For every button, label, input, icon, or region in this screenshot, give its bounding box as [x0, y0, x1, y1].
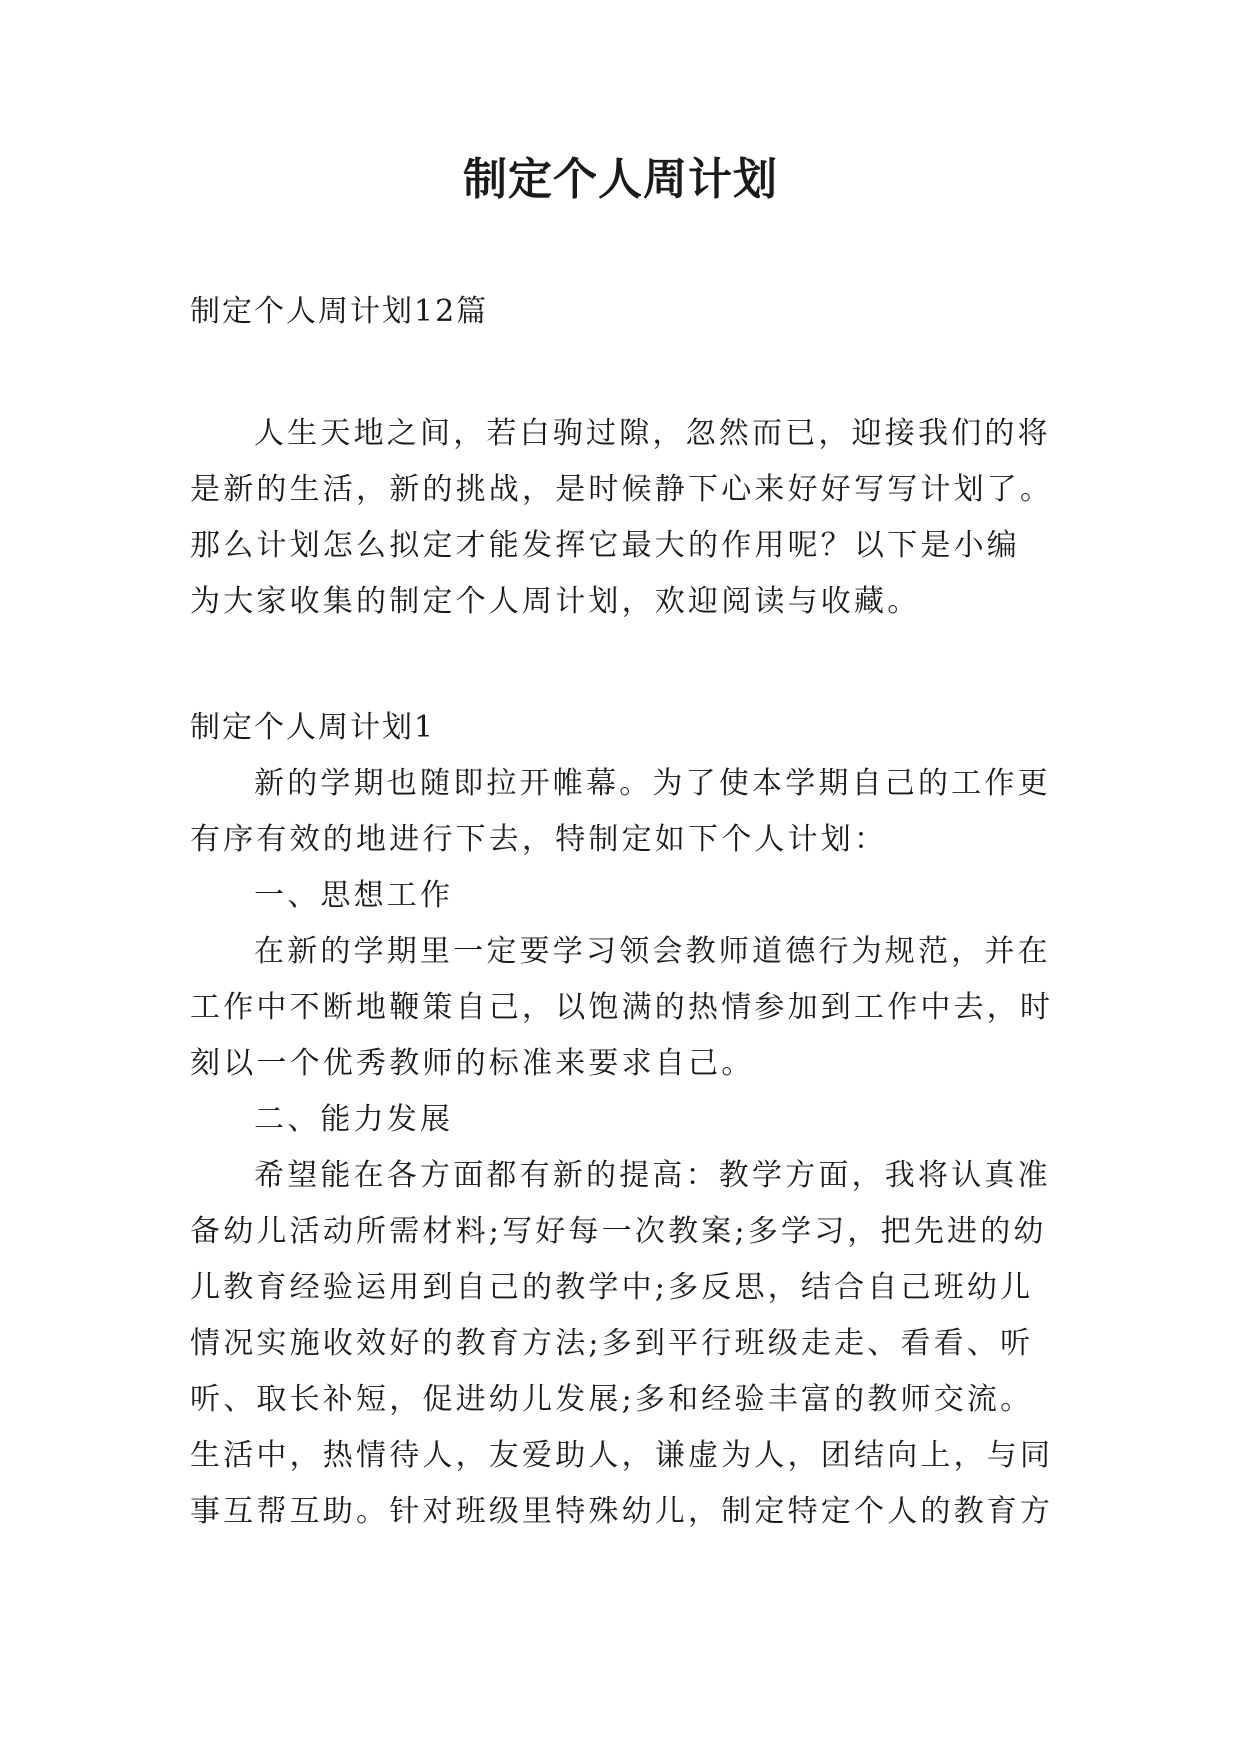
sub-heading: 一、思想工作: [254, 878, 454, 913]
body-line: 备幼儿活动所需材料;写好每一次教案;多学习，把先进的幼: [190, 1214, 1047, 1249]
intro-line: 为大家收集的制定个人周计划，欢迎阅读与收藏。: [190, 584, 921, 619]
body-line: 新的学期也随即拉开帷幕。为了使本学期自己的工作更: [254, 766, 1051, 801]
body-line: 儿教育经验运用到自己的教学中;多反思，结合自己班幼儿: [190, 1270, 1034, 1305]
intro-line: 是新的生活，新的挑战，是时候静下心来好好写写计划了。: [190, 472, 1054, 507]
body-line: 事互帮互助。针对班级里特殊幼儿，制定特定个人的教育方: [190, 1494, 1054, 1529]
sub-heading: 二、能力发展: [254, 1102, 454, 1137]
intro-paragraph: [190, 406, 1070, 630]
body-line: 听、取长补短，促进幼儿发展;多和经验丰富的教师交流。: [190, 1382, 1034, 1417]
body-text: [190, 756, 1070, 1540]
intro-line: 人生天地之间，若白驹过隙，忽然而已，迎接我们的将: [254, 416, 1051, 451]
body-line: 在新的学期里一定要学习领会教师道德行为规范，并在: [254, 934, 1051, 969]
body-line: 工作中不断地鞭策自己，以饱满的热情参加到工作中去，时: [190, 990, 1054, 1025]
document-title: 制定个人周计划: [463, 154, 778, 205]
body-line: 希望能在各方面都有新的提高：教学方面，我将认真准: [254, 1158, 1051, 1193]
section-heading: 制定个人周计划1: [190, 710, 436, 745]
body-line: 有序有效的地进行下去，特制定如下个人计划：: [190, 822, 888, 857]
body-line: 刻以一个优秀教师的标准来要求自己。: [190, 1046, 755, 1081]
body-line: 生活中，热情待人，友爱助人，谦虚为人，团结向上，与同: [190, 1438, 1054, 1473]
intro-line: 那么计划怎么拟定才能发挥它最大的作用呢？以下是小编: [190, 528, 1020, 563]
document-subtitle: 制定个人周计划12篇: [190, 294, 489, 329]
body-line: 情况实施收效好的教育方法;多到平行班级走走、看看、听: [190, 1326, 1034, 1361]
